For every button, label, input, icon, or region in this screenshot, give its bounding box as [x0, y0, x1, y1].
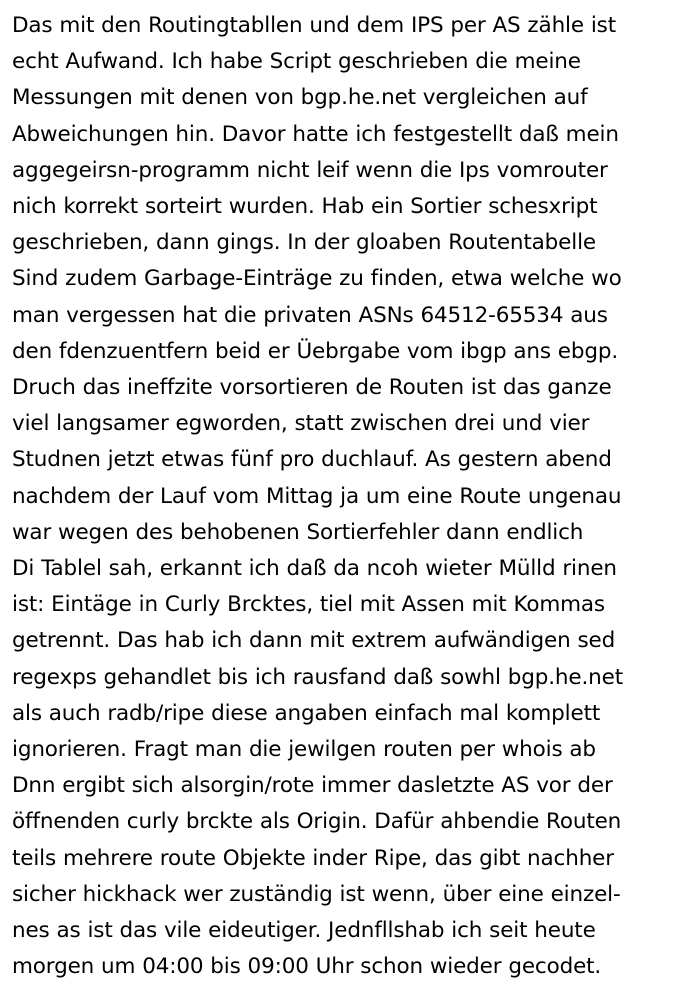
text-line: Druch das ineffzite vorsortieren de Routen ist das ganze	[12, 375, 612, 401]
text-line: nes as ist das vile eideutiger. Jednfllshab ich seit heute	[12, 918, 596, 944]
text-line: teils mehrere route Objekte inder Ripe, das gibt nachher	[12, 845, 614, 871]
text-line: Messungen mit denen von bgp.he.net vergleichen auf	[12, 85, 588, 111]
text-line: Studnen jetzt etwas fünf pro duchlauf. As gestern abend	[12, 447, 612, 473]
text-line: ignorieren. Fragt man die jewilgen routen per whois ab	[12, 737, 596, 763]
text-line: regexps gehandlet bis ich rausfand daß sowhl bgp.he.net	[12, 664, 623, 690]
text-line: als auch radb/ripe diese angaben einfach mal komplett	[12, 700, 601, 726]
text-line: man vergessen hat die privaten ASNs 64512-65534 aus	[12, 302, 608, 328]
text-line: den fdenzuentfern beid er Üebrgabe vom ibgp ans ebgp.	[12, 338, 619, 364]
text-line: nachdem der Lauf vom Mittag ja um eine Route ungenau	[12, 483, 622, 509]
text-line: öffnenden curly brckte als Origin. Dafür ahbendie Routen	[12, 809, 622, 835]
text-line: ist: Eintäge in Curly Brcktes, tiel mit Assen mit Kommas	[12, 592, 605, 618]
text-line: geschrieben, dann gings. In der gloaben Routentabelle	[12, 230, 596, 256]
text-line: morgen um 04:00 bis 09:00 Uhr schon wieder gecodet.	[12, 954, 602, 980]
text-line: echt Aufwand. Ich habe Script geschrieben die meine	[12, 49, 581, 75]
text-line: Abweichungen hin. Davor hatte ich festgestellt daß mein	[12, 121, 619, 147]
text-line: Di Tablel sah, erkannt ich daß da ncoh wieter Mülld rinen	[12, 556, 617, 582]
text-line: sicher hickhack wer zuständig ist wenn, über eine einzel-	[12, 881, 621, 907]
note-text-block	[12, 8, 674, 985]
text-line: Dnn ergibt sich alsorgin/rote immer dasletzte AS vor der	[12, 773, 613, 799]
text-line: viel langsamer egworden, statt zwischen drei und vier	[12, 411, 590, 437]
text-line: Das mit den Routingtabllen und dem IPS per AS zähle ist	[12, 13, 616, 38]
text-line: Sind zudem Garbage-Einträge zu finden, etwa welche wo	[12, 266, 622, 292]
text-line: war wegen des behobenen Sortierfehler dann endlich	[12, 519, 584, 545]
text-line: nich korrekt sorteirt wurden. Hab ein Sortier schesxript	[12, 194, 598, 220]
text-line: aggegeirsn-programm nicht leif wenn die Ips vomrouter	[12, 157, 608, 183]
text-line: getrennt. Das hab ich dann mit extrem aufwändigen sed	[12, 628, 616, 654]
